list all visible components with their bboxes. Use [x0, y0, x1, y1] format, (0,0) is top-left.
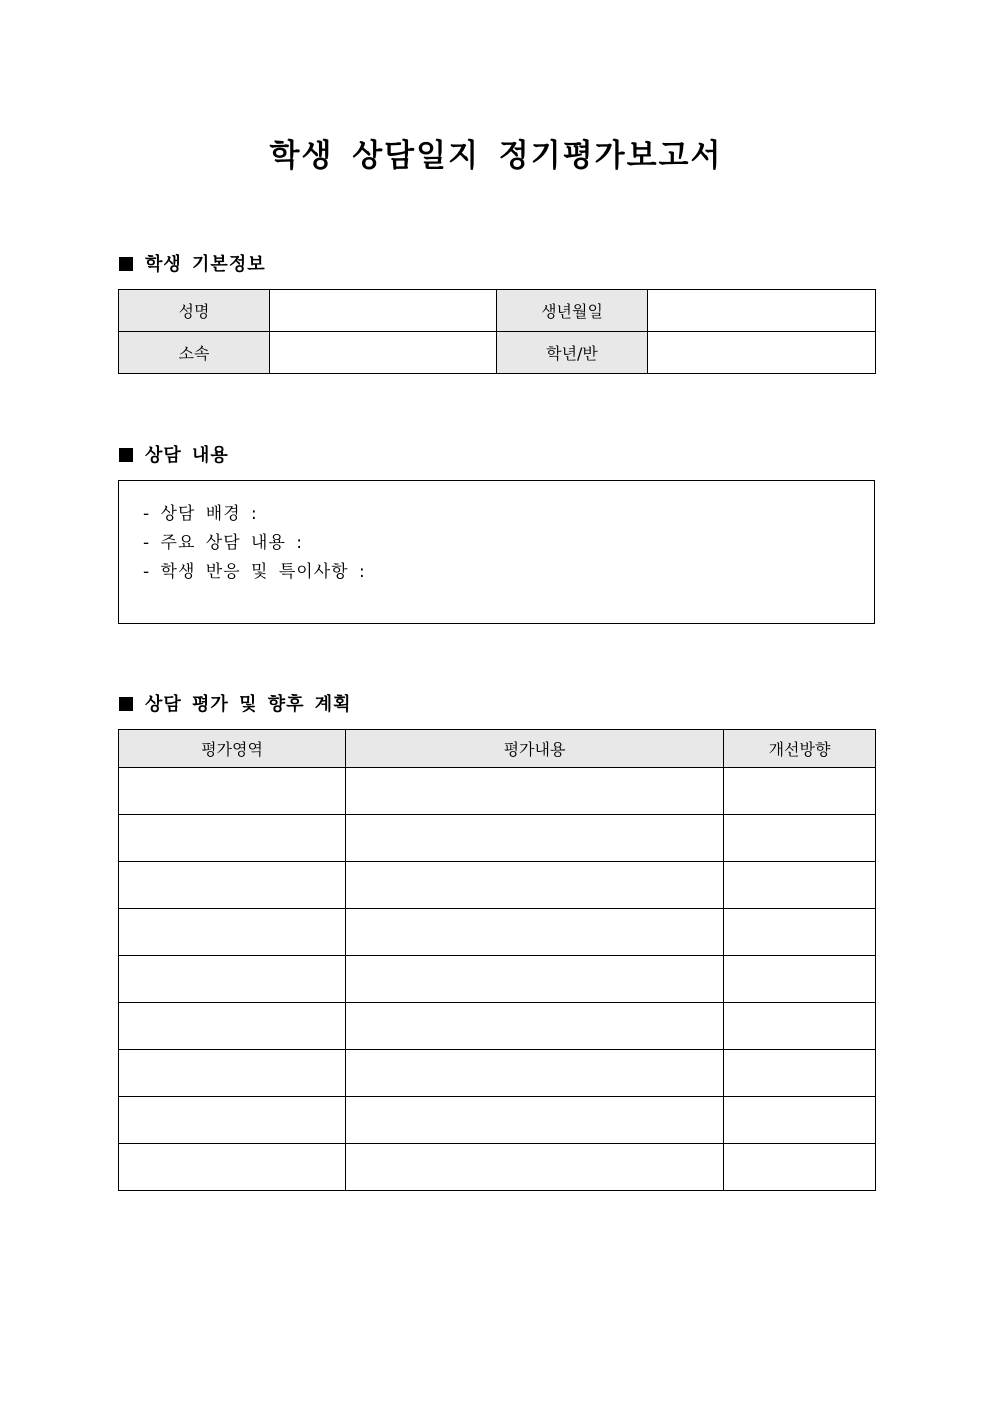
improvement-direction-cell[interactable] — [724, 909, 876, 956]
counsel-item-student-reaction: - 학생 반응 및 특이사항 : — [143, 562, 366, 582]
evaluation-content-cell[interactable] — [346, 815, 724, 862]
counsel-content-box[interactable] — [118, 480, 875, 624]
improvement-direction-cell[interactable] — [724, 1003, 876, 1050]
evaluation-content-cell[interactable] — [346, 862, 724, 909]
improvement-direction-cell[interactable] — [724, 956, 876, 1003]
column-header-content: 평가내용 — [346, 730, 724, 768]
evaluation-content-cell[interactable] — [346, 768, 724, 815]
table-row — [119, 1144, 876, 1191]
section-heading-evaluation — [119, 693, 352, 717]
square-bullet-icon — [119, 448, 133, 462]
affiliation-field[interactable] — [270, 332, 497, 374]
table-row — [119, 909, 876, 956]
table-row — [119, 956, 876, 1003]
improvement-direction-cell[interactable] — [724, 815, 876, 862]
label-grade-class: 학년/반 — [497, 332, 648, 374]
evaluation-content-cell[interactable] — [346, 1097, 724, 1144]
label-name: 성명 — [119, 290, 270, 332]
counsel-item-list — [119, 481, 874, 587]
square-bullet-icon — [119, 697, 133, 711]
birthdate-field[interactable] — [648, 290, 876, 332]
table-row — [119, 862, 876, 909]
section-heading-label: 학생 기본정보 — [145, 254, 266, 275]
counsel-item-background: - 상담 배경 : — [143, 504, 258, 524]
improvement-direction-cell[interactable] — [724, 862, 876, 909]
improvement-direction-cell[interactable] — [724, 1050, 876, 1097]
evaluation-content-cell[interactable] — [346, 1050, 724, 1097]
grade-class-field[interactable] — [648, 332, 876, 374]
evaluation-area-cell[interactable] — [119, 1097, 346, 1144]
improvement-direction-cell[interactable] — [724, 1097, 876, 1144]
section-heading-basic-info — [119, 253, 266, 277]
label-birthdate: 생년월일 — [497, 290, 648, 332]
document-title: 학생 상담일지 정기평가보고서 — [269, 138, 723, 174]
section-heading-counsel-content — [119, 444, 229, 468]
table-row — [119, 1003, 876, 1050]
evaluation-area-cell[interactable] — [119, 815, 346, 862]
label-affiliation: 소속 — [119, 332, 270, 374]
table-row — [119, 1050, 876, 1097]
evaluation-area-cell[interactable] — [119, 1144, 346, 1191]
evaluation-area-cell[interactable] — [119, 956, 346, 1003]
section-heading-label: 상담 내용 — [145, 445, 229, 466]
table-row — [119, 1097, 876, 1144]
section-heading-label: 상담 평가 및 향후 계획 — [145, 694, 352, 715]
improvement-direction-cell[interactable] — [724, 768, 876, 815]
name-field[interactable] — [270, 290, 497, 332]
table-row — [119, 290, 876, 332]
evaluation-content-cell[interactable] — [346, 909, 724, 956]
counsel-item-main-content: - 주요 상담 내용 : — [143, 533, 304, 553]
basic-info-table — [118, 289, 876, 374]
evaluation-area-cell[interactable] — [119, 862, 346, 909]
table-row — [119, 768, 876, 815]
column-header-improvement: 개선방향 — [724, 730, 876, 768]
evaluation-table — [118, 729, 876, 1191]
evaluation-area-cell[interactable] — [119, 1003, 346, 1050]
evaluation-content-cell[interactable] — [346, 1003, 724, 1050]
table-row — [119, 815, 876, 862]
column-header-area: 평가영역 — [119, 730, 346, 768]
evaluation-area-cell[interactable] — [119, 768, 346, 815]
square-bullet-icon — [119, 257, 133, 271]
table-header-row — [119, 730, 876, 768]
evaluation-area-cell[interactable] — [119, 909, 346, 956]
improvement-direction-cell[interactable] — [724, 1144, 876, 1191]
evaluation-content-cell[interactable] — [346, 1144, 724, 1191]
evaluation-content-cell[interactable] — [346, 956, 724, 1003]
table-row — [119, 332, 876, 374]
evaluation-area-cell[interactable] — [119, 1050, 346, 1097]
